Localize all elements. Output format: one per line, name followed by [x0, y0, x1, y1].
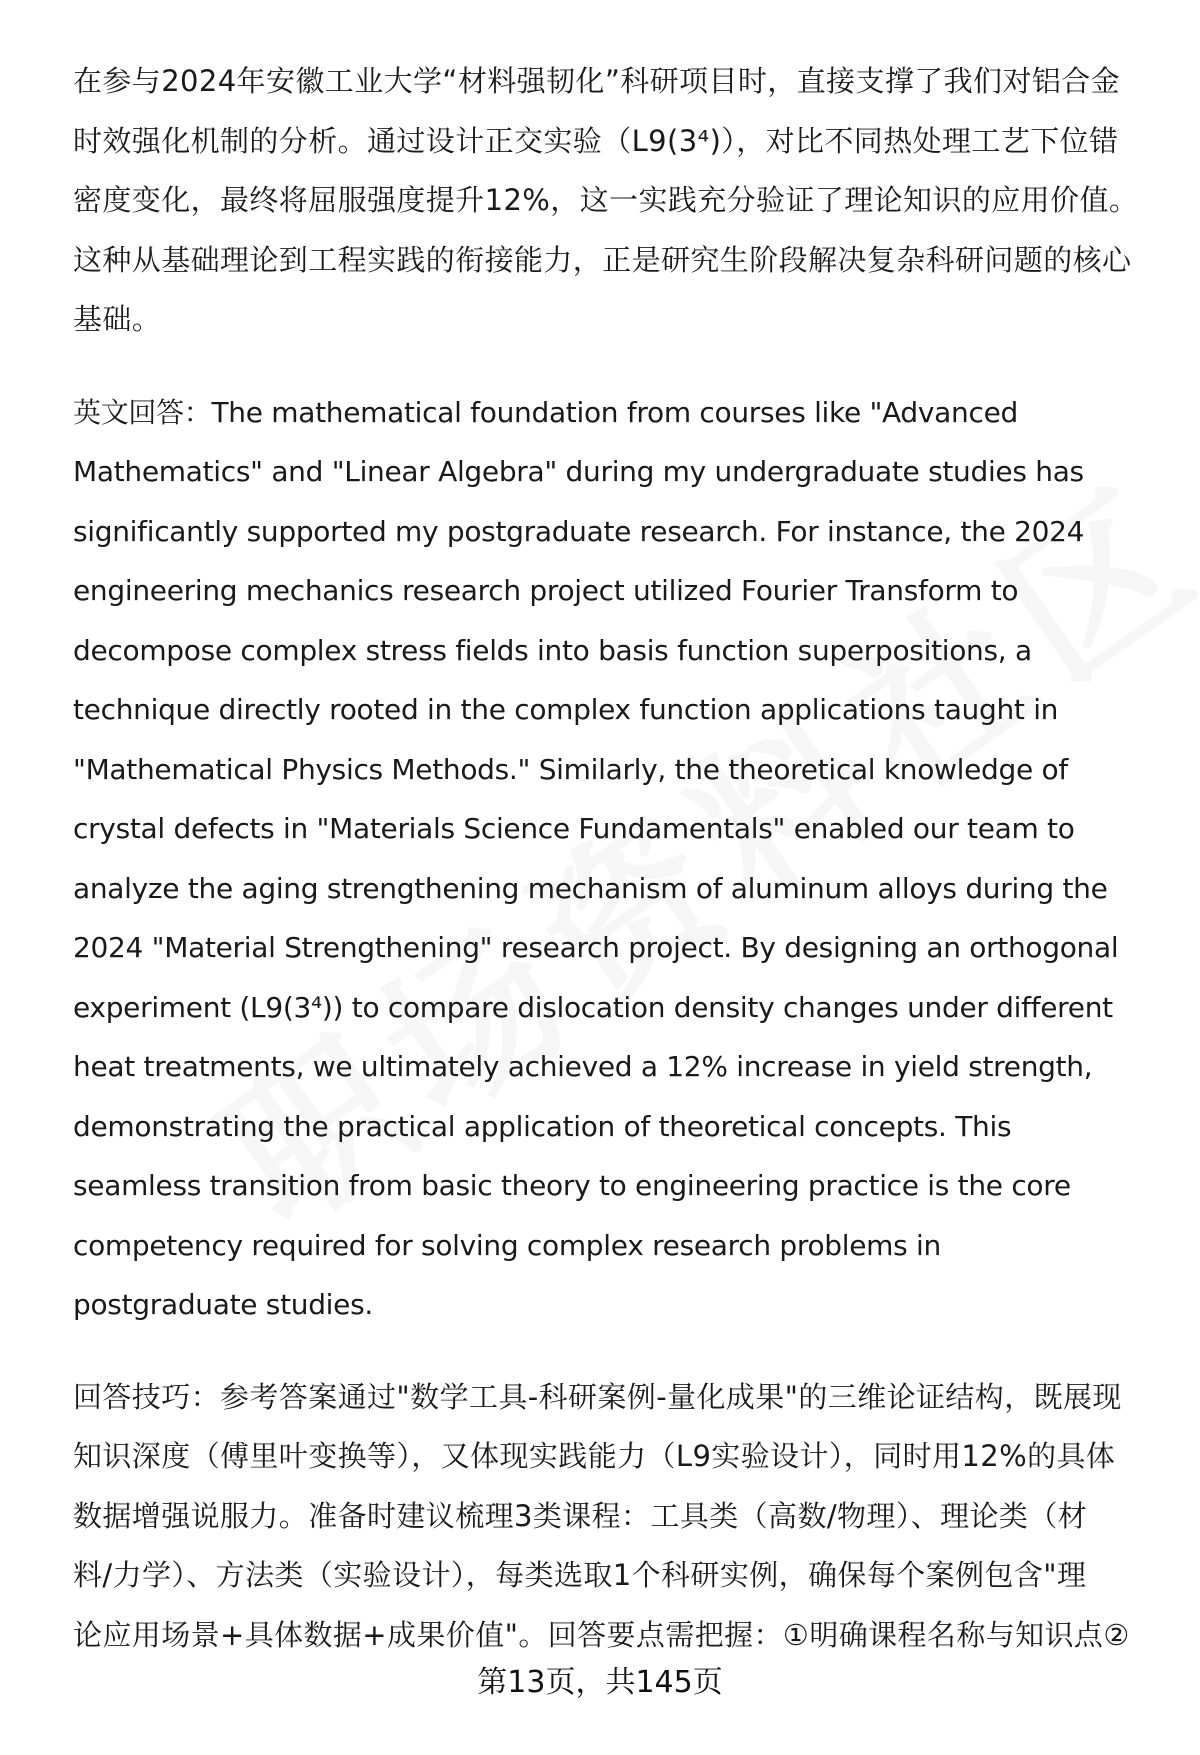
- paragraph-line: demonstrating the practical application of theoretical concepts. This: [73, 1109, 1012, 1143]
- paragraph-line: experiment (L9(3⁴)) to compare dislocation density changes under different: [73, 990, 1113, 1024]
- paragraph-line: postgraduate studies.: [73, 1288, 373, 1321]
- paragraph-line: 英文回答：The mathematical foundation from courses like "Advanced: [73, 395, 1018, 429]
- paragraph-line: 这种从基础理论到工程实践的衔接能力，正是研究生阶段解决复杂科研问题的核心: [73, 242, 1132, 277]
- paragraph-line: 在参与2024年安徽工业大学“材料强韧化”科研项目时，直接支撑了我们对铝合金: [73, 64, 1121, 98]
- chinese-context-paragraph: [73, 52, 1159, 350]
- paragraph-line: significantly supported my postgraduate research. For instance, the 2024: [73, 514, 1085, 548]
- paragraph-line: competency required for solving complex research problems in: [73, 1228, 941, 1262]
- paragraph-line: Mathematics" and "Linear Algebra" during my undergraduate studies has: [73, 455, 1084, 488]
- page-number-footer: 第13页，共145页: [477, 1665, 723, 1700]
- paragraph-line: seamless transition from basic theory to engineering practice is the core: [73, 1169, 1071, 1202]
- paragraph-line: 2024 "Material Strengthening" research project. By designing an orthogonal: [73, 931, 1119, 964]
- paragraph-line: 知识深度（傅里叶变换等），又体现实践能力（L9实验设计），同时用12%的具体: [73, 1439, 1116, 1473]
- paragraph-spacer: [73, 350, 1159, 383]
- paragraph-line: decompose complex stress fields into basis function superpositions, a: [73, 633, 1032, 667]
- paragraph-line: 料/力学）、方法类（实验设计），每类选取1个科研实例，确保每个案例包含"理: [73, 1558, 1087, 1592]
- paragraph-line: technique directly rooted in the complex function applications taught in: [73, 693, 1059, 726]
- paragraph-line: 基础。: [73, 302, 162, 336]
- paragraph-line: crystal defects in "Materials Science Fundamentals" enabled our team to: [73, 812, 1075, 845]
- paragraph-line: 论应用场景+具体数据+成果价值"。回答要点需把握：①明确课程名称与知识点②: [73, 1617, 1130, 1652]
- paragraph-line: engineering mechanics research project utilized Fourier Transform to: [73, 574, 1019, 607]
- paragraph-line: 密度变化，最终将屈服强度提升12%，这一实践充分验证了理论知识的应用价值。: [73, 183, 1139, 217]
- paragraph-spacer: [73, 1335, 1159, 1368]
- paragraph-line: analyze the aging strengthening mechanism of aluminum alloys during the: [73, 871, 1108, 905]
- paragraph-line: "Mathematical Physics Methods." Similarly, the theoretical knowledge of: [73, 752, 1068, 786]
- paragraph-line: 回答技巧：参考答案通过"数学工具-科研案例-量化成果"的三维论证结构，既展现: [73, 1379, 1122, 1414]
- english-answer-paragraph: [73, 383, 1159, 1335]
- paragraph-line: 数据增强说服力。准备时建议梳理3类课程：工具类（高数/物理）、理论类（材: [73, 1498, 1088, 1533]
- page-content: [73, 52, 1159, 1665]
- paragraph-line: heat treatments, we ultimately achieved a 12% increase in yield strength,: [73, 1050, 1093, 1083]
- answer-tips-paragraph: [73, 1368, 1159, 1666]
- paragraph-line: 时效强化机制的分析。通过设计正交实验（L9(3⁴)），对比不同热处理工艺下位错: [73, 123, 1119, 158]
